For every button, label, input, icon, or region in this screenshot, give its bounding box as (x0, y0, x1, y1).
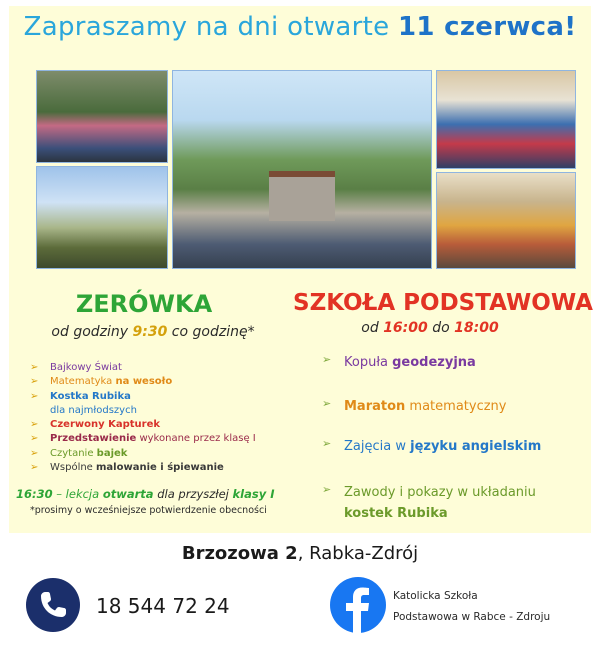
zerowka-item-text: bajek (96, 447, 128, 459)
zerowka-item-text: malowanie i śpiewanie (96, 462, 224, 474)
phone-icon (26, 578, 80, 632)
phone-number[interactable]: 18 544 72 24 (96, 594, 230, 618)
arrow-bullet-icon: ➢ (30, 447, 39, 459)
arrow-bullet-icon: ➢ (30, 433, 39, 445)
photo-classroom-group (436, 70, 576, 169)
arrow-bullet-icon: ➢ (30, 462, 39, 474)
zerowka-item-text: Bajkowy Świat (50, 362, 122, 373)
zerowka-list-item (30, 361, 256, 375)
szkola-item-text: kostek Rubika (344, 506, 448, 521)
zerowka-list-item (30, 404, 256, 418)
zerowka-activity-list (30, 361, 256, 475)
szkola-item-text: geodezyjna (392, 355, 476, 370)
page-title: Zapraszamy na dni otwarte 11 czerwca! (23, 12, 577, 42)
szkola-item-text: języku angielskim (410, 439, 542, 454)
zerowka-list-item (30, 418, 256, 432)
zerowka-list-item (30, 390, 256, 404)
zerowka-list-item (30, 447, 256, 461)
zerowka-item-text: na wesoło (115, 376, 173, 388)
school-building (269, 171, 335, 221)
arrow-bullet-icon: ➢ (30, 376, 39, 388)
arrow-bullet-icon: ➢ (322, 483, 332, 496)
zerowka-heading: ZERÓWKA (75, 290, 213, 318)
photo-mountain-trip (36, 166, 168, 269)
zerowka-item-text: Czerwony Kapturek (50, 419, 161, 431)
photo-kids-table (436, 172, 576, 269)
zerowka-list-item (30, 432, 256, 446)
zerowka-item-text: Przedstawienie (50, 433, 137, 445)
szkola-hours: od 16:00 do 18:00 (361, 320, 499, 336)
facebook-icon[interactable] (330, 577, 386, 633)
szkola-item-text: Zajęcia w (344, 439, 411, 454)
school-address: Brzozowa 2, Rabka-Zdrój (181, 543, 419, 564)
szkola-item-text: Maraton (344, 399, 406, 414)
zerowka-list-item (30, 375, 256, 389)
zerowka-list-item (30, 461, 256, 475)
arrow-bullet-icon: ➢ (30, 390, 39, 402)
zerowka-item-text: Matematyka (50, 376, 116, 388)
zerowka-item-text: wykonane przez klasę I (136, 433, 256, 445)
arrow-bullet-icon: ➢ (322, 397, 332, 410)
zerowka-item-text: Kostka Rubika (50, 390, 131, 402)
zerowka-hours: od godziny 9:30 co godzinę* (51, 324, 255, 340)
arrow-bullet-icon: ➢ (322, 437, 332, 450)
zerowka-item-text: dla najmłodszych (50, 404, 137, 416)
photo-children-group (36, 70, 168, 163)
zerowka-item-text: Czytanie (50, 447, 97, 459)
szkola-item-text: Zawody i pokazy w układaniu (344, 485, 536, 500)
photo-collage (36, 70, 574, 268)
open-lesson-note: 16:30 – lekcja otwarta dla przyszłej klasy I (16, 487, 275, 501)
szkola-heading: SZKOŁA PODSTAWOWA (293, 290, 593, 316)
arrow-bullet-icon: ➢ (322, 353, 332, 366)
arrow-bullet-icon: ➢ (30, 362, 39, 373)
confirmation-note: *prosimy o wcześniejsze potwierdzenie obecności (30, 505, 267, 516)
photo-school-building-group (172, 70, 432, 269)
facebook-page-name[interactable]: Katolicka Szkoła Podstawowa w Rabce - Zdroju (393, 590, 551, 623)
szkola-item-text: Kopuła (344, 355, 393, 370)
zerowka-item-text: Wspólne (50, 462, 97, 474)
arrow-bullet-icon: ➢ (30, 419, 39, 431)
szkola-item-text: matematyczny (405, 399, 507, 414)
